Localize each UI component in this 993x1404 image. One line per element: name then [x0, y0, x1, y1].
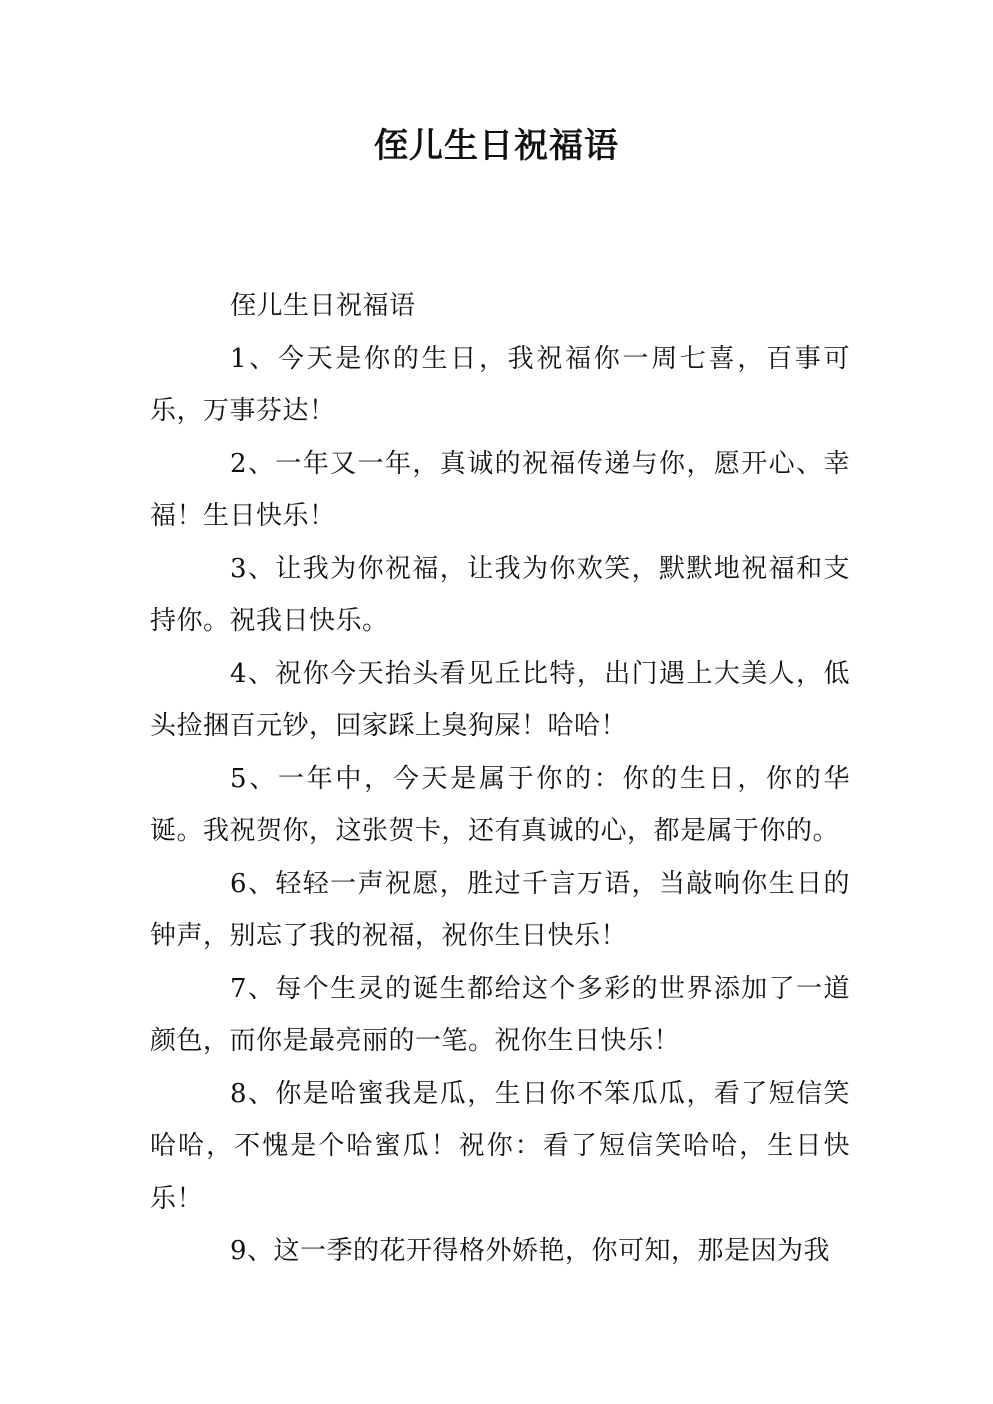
paragraph-wish-3: 3、让我为你祝福，让我为你欢笑，默默地祝福和支持你。祝我日快乐。 — [150, 553, 850, 636]
paragraph-wish-9: 9、这一季的花开得格外娇艳，你可知，那是因为我 — [230, 1236, 831, 1266]
paragraph-wish-1: 1、今天是你的生日，我祝福你一周七喜，百事可乐，万事芬达！ — [150, 343, 850, 426]
paragraph-wish-5: 5、一年中，今天是属于你的：你的生日，你的华诞。我祝贺你，这张贺卡，还有真诚的心，都是属于你的。 — [150, 763, 850, 846]
paragraph-wish-7: 7、每个生灵的诞生都给这个多彩的世界添加了一道颜色，而你是最亮丽的一笔。祝你生日快乐！ — [150, 973, 850, 1056]
paragraph-heading: 侄儿生日祝福语 — [230, 291, 416, 321]
paragraph-wish-6: 6、轻轻一声祝愿，胜过千言万语，当敲响你生日的钟声，别忘了我的祝福，祝你生日快乐！ — [150, 868, 850, 951]
document-title: 侄儿生日祝福语 — [374, 126, 619, 166]
document-body — [150, 280, 850, 1278]
paragraph-wish-8: 8、你是哈蜜我是瓜，生日你不笨瓜瓜，看了短信笑哈哈，不愧是个哈蜜瓜！祝你：看了短信笑哈哈，生日快乐！ — [150, 1078, 850, 1214]
paragraph-wish-2: 2、一年又一年，真诚的祝福传递与你，愿开心、幸福！生日快乐！ — [150, 448, 850, 531]
paragraph-wish-4: 4、祝你今天抬头看见丘比特，出门遇上大美人，低头捡捆百元钞，回家踩上臭狗屎！哈哈！ — [150, 658, 850, 741]
